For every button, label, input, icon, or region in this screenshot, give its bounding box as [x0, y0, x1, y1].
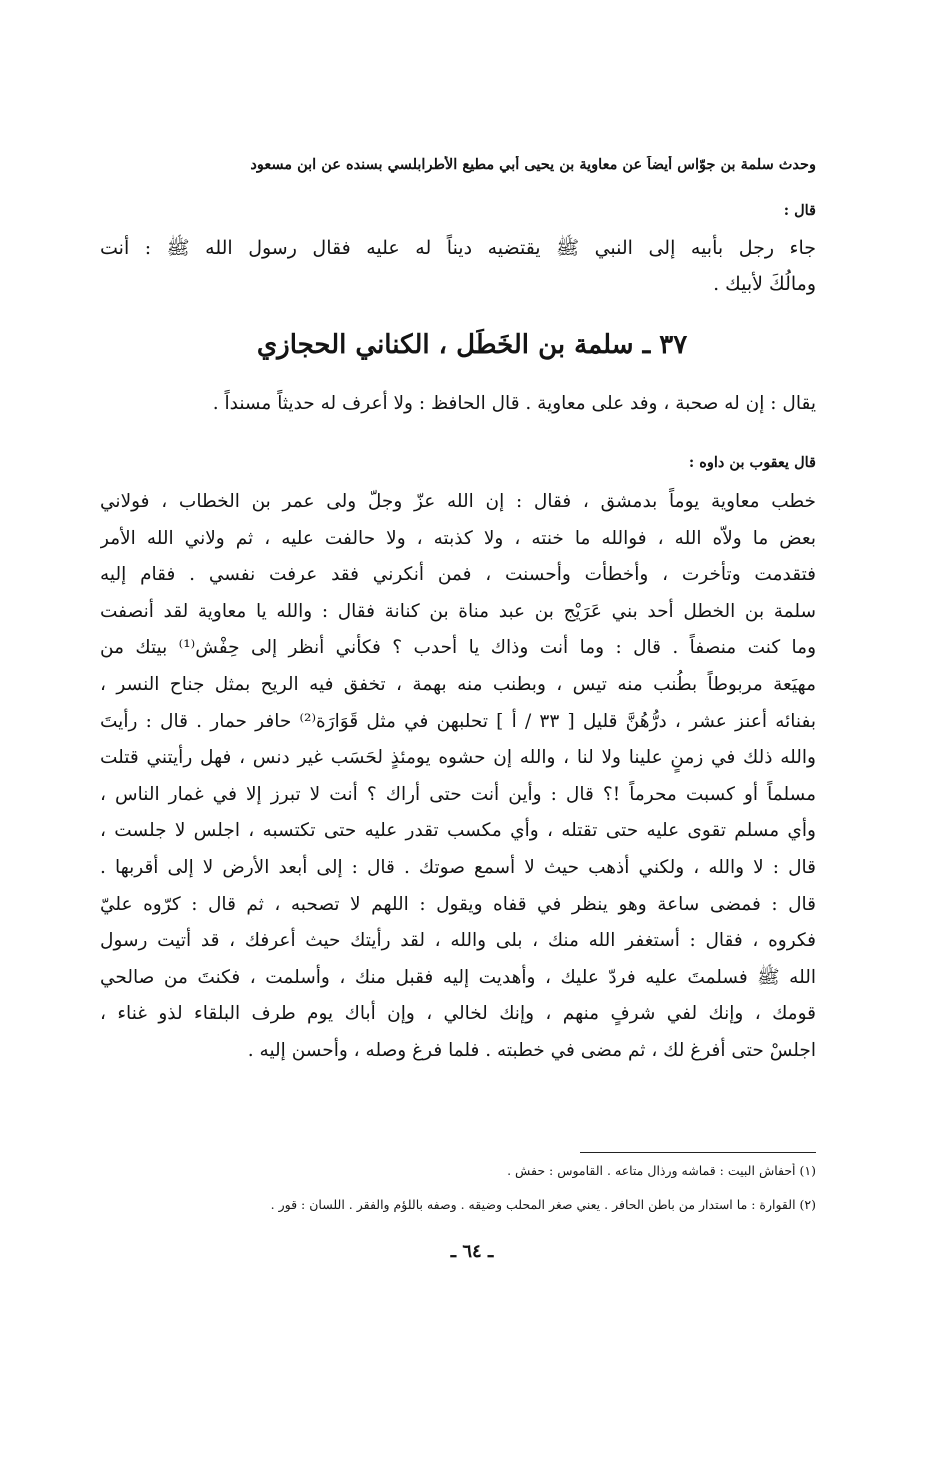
narrative-line: الله ﷺ فسلمتَ عليه فردّ عليك ، وأهديت إليه فقبل منك ، وأسلمت ، فكنتَ من صالحي [100, 966, 816, 988]
page-number: ـ ٦٤ ـ [450, 1241, 494, 1262]
hadith-text [100, 230, 816, 302]
main-narrative [100, 484, 816, 1070]
isnad-intro-line: وحدث سلمة بن جوّاس أيضاً عن معاوية بن يحيى أبي مطيع الأطرابلسي بسنده عن ابن مسعود [250, 156, 816, 173]
entry-bio: يقال : إن له صحبة ، وفد على معاوية . قال الحافظ : ولا أعرف له حديثاً مسنداً . [212, 393, 816, 414]
footnote-separator [580, 1152, 816, 1153]
narrative-line: قومك ، وإنك لفي شرفٍ منهم ، وإنك لخالي ، وإن أباك يوم طرف البلقاء لذو غناء ، [100, 1003, 816, 1025]
narrative-line: والله ذلك في زمنٍ علينا ولا لنا ، والله إن حشوه يومئذٍ لحَسَب غير دنس ، فهل رأيتني قتلت [100, 747, 816, 769]
narrative-line: بفنائه أعنز عشر ، درُّهُنَّ قليل [ ٣٣ / أ ] تحلبهن في مثل قَوَارَة⁽²⁾ حافر حمار . قال : رأيتَ [100, 710, 816, 732]
narrative-line: وأي مسلم تقوى عليه حتى تقتله ، وأي مكسب تقدر عليه حتى تكتسبه ، اجلس لا جلست ، [100, 820, 816, 842]
footnote-2: (٢) القوارة : ما استدار من باطن الحافر . يعني صغر المحلب وضيقه . وصفه باللؤم والفقر . اللسان : قور . [270, 1197, 816, 1212]
narrative-line: فكروه ، فقال : أستغفر الله منك ، بلى والله ، لقد رأيتك حيث أعرفك ، قد أتيت رسول [100, 930, 816, 952]
narrative-line: قال : فمضى ساعة وهو ينظر في قفاه ويقول : اللهم لا تصحبه ، ثم قال : كرّوه عليّ [100, 893, 816, 915]
narrative-line: بعض ما ولاّه الله ، فوالله ما خنته ، ولا كذبته ، ولا حالفت عليه ، ثم ولاني الله الأمر [100, 527, 816, 549]
isnad-intro-qal: قال : [783, 202, 816, 219]
hadith-line: جاء رجل بأبيه إلى النبي ﷺ يقتضيه ديناً له عليه فقال رسول الله ﷺ : أنت [100, 237, 816, 259]
entry-heading: ٣٧ ـ سلمة بن الخَطَل ، الكناني الحجازي [256, 330, 688, 360]
narrative-line: خطب معاوية يوماً بدمشق ، فقال : إن الله عزّ وجلّ ولى عمر بن الخطاب ، فولاني [100, 491, 816, 512]
narrator-line: قال يعقوب بن داوه : [688, 454, 816, 471]
narrative-line: فتقدمت وتأخرت ، وأخطأت وأحسنت ، فمن أنكرني فقد عرفت نفسي . فقام إليه [100, 564, 816, 586]
narrative-line: وما كنت منصفاً . قال : وما أنت وذاك يا أحدب ؟ فكأني أنظر إلى حِفْش⁽¹⁾ بيتك من [100, 637, 816, 659]
narrative-line: سلمة بن الخطل أحد بني عَرَيْج بن عبد مناة بن كنانة فقال : والله يا معاوية لقد أنصفت [100, 600, 816, 622]
narrative-line: اجلسْ حتى أفرغ لك ، ثم مضى في خطبته . فلما فرغ وصله ، وأحسن إليه . [247, 1039, 816, 1061]
hadith-line: ومالُكَ لأبيك . [713, 273, 816, 295]
narrative-line: قال : لا والله ، ولكني أذهب حيث لا أسمع صوتك . قال : إلى أبعد الأرض لا إلى أقربها . [100, 856, 816, 878]
narrative-line: مسلماً أو كسبت محرماً !؟ قال : وأين أنت حتى أراك ؟ أنت لا تبرز إلا في غمار الناس ، [100, 783, 816, 805]
footnote-1: (١) أحفاش البيت : قماشه ورذال متاعه . القاموس : حفش . [507, 1163, 816, 1178]
narrative-line: مهيَعة مربوطاً بطُنب منه تيس ، وبطنب منه بهمة ، تخفق فيه الريح بمثل جناح النسر ، [100, 673, 816, 695]
